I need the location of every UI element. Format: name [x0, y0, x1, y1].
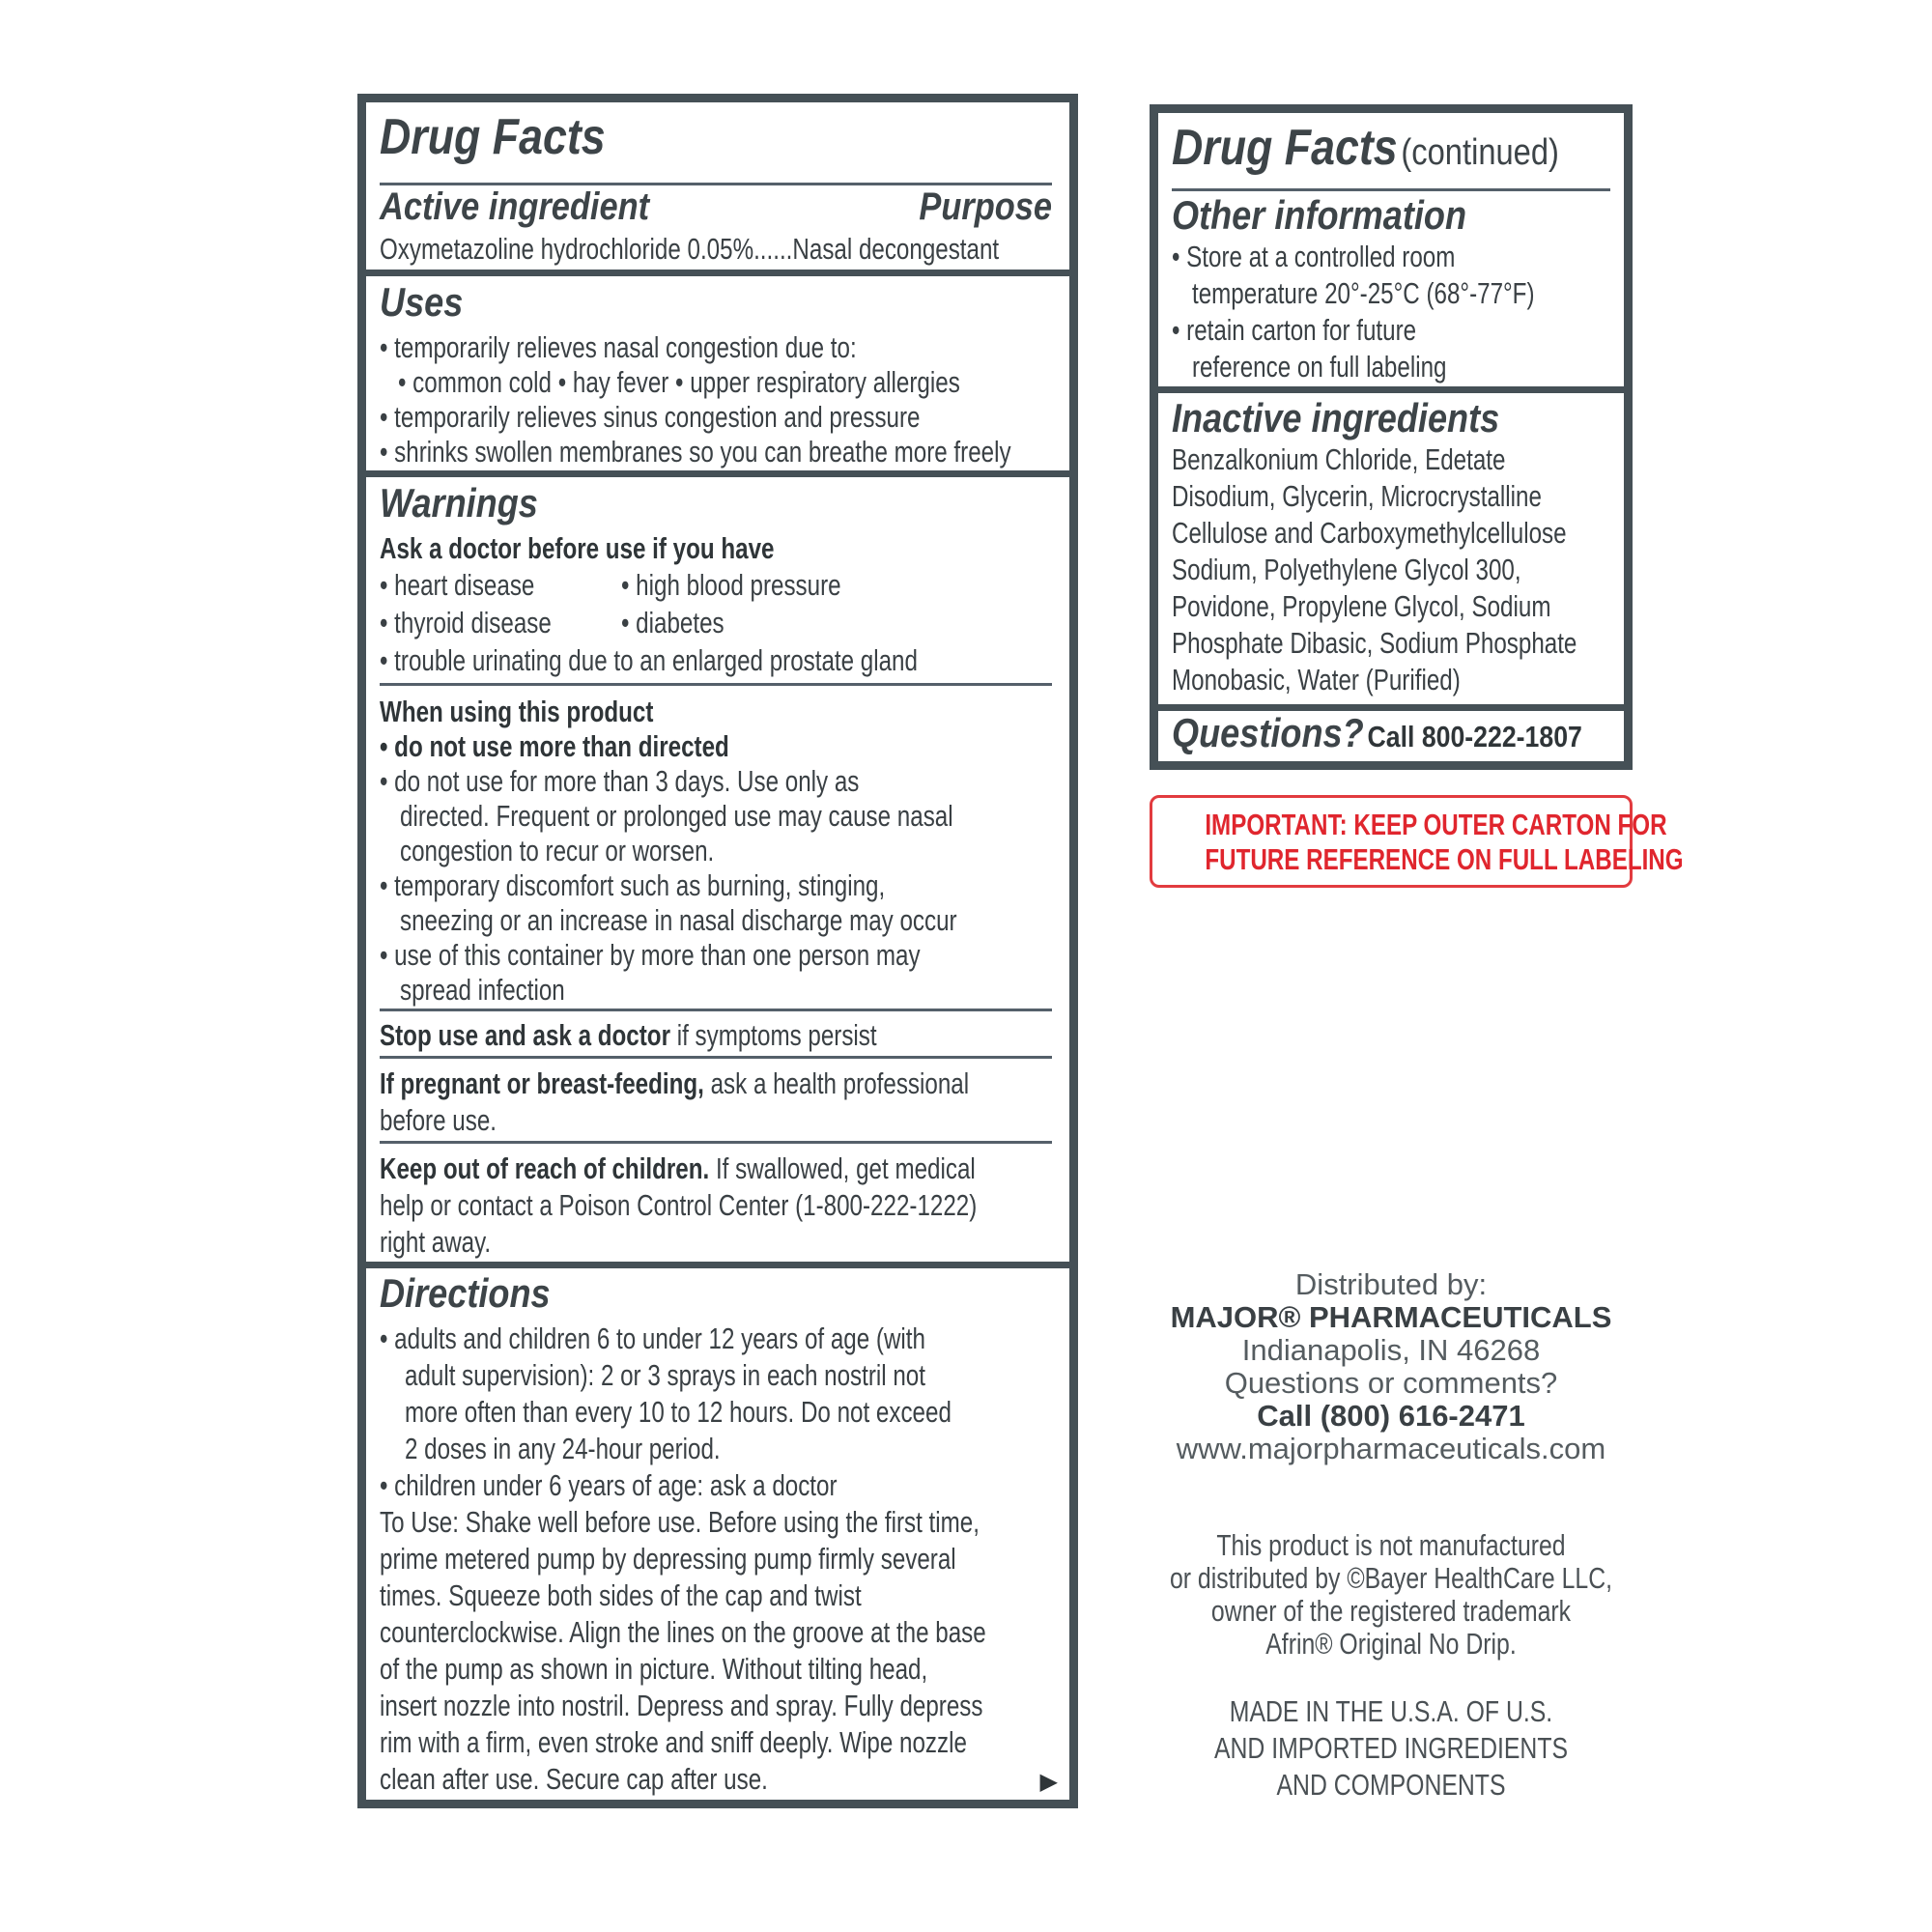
inactive-line: Cellulose and Carboxymethylcellulose	[1172, 516, 1567, 550]
when-using-item: congestion to recur or worsen.	[400, 834, 715, 867]
disclaimer-line: Afrin® Original No Drip.	[1265, 1627, 1517, 1661]
inactive-ingredients-heading: Inactive ingredients	[1172, 395, 1500, 440]
when-using-item: • temporary discomfort such as burning, stinging,	[380, 868, 886, 902]
warnings-divider	[380, 1141, 1052, 1144]
uses-line: • common cold • hay fever • upper respiratory allergies	[398, 365, 960, 399]
stop-use-bold: Stop use and ask a doctor	[380, 1018, 670, 1052]
condition-item: • thyroid disease	[380, 606, 552, 639]
keep-out-rest: If swallowed, get medical	[709, 1151, 976, 1185]
when-using-item: • use of this container by more than one person may	[380, 938, 921, 972]
to-use-line: rim with a firm, even stroke and sniff deeply. Wipe nozzle	[380, 1725, 967, 1759]
pregnant-line	[380, 1066, 969, 1101]
to-use-line: of the pump as shown in picture. Without tilting head,	[380, 1652, 928, 1686]
condition-item: • diabetes	[621, 606, 724, 639]
when-using-item: • do not use more than directed	[380, 729, 729, 763]
warnings-divider	[380, 1056, 1052, 1059]
when-using-item: spread infection	[400, 973, 565, 1007]
when-using-item: sneezing or an increase in nasal discharge may occur	[400, 903, 957, 937]
section-divider	[366, 1262, 1069, 1268]
other-info-line: reference on full labeling	[1192, 350, 1447, 384]
disclaimer-line: or distributed by ©Bayer HealthCare LLC,	[1169, 1561, 1612, 1595]
inactive-line: Sodium, Polyethylene Glycol 300,	[1172, 553, 1521, 586]
directions-heading: Directions	[380, 1270, 551, 1316]
to-use-line: times. Squeeze both sides of the cap and twist	[380, 1578, 862, 1612]
title-divider	[1172, 188, 1610, 191]
made-in-line: AND IMPORTED INGREDIENTS	[1213, 1731, 1569, 1765]
uses-line: • shrinks swollen membranes so you can breathe more freely	[380, 435, 1011, 469]
warnings-divider	[380, 1009, 1052, 1011]
when-using-item: directed. Frequent or prolonged use may cause nasal	[400, 799, 953, 833]
when-using-item: • do not use for more than 3 days. Use only as	[380, 764, 860, 798]
distributor-label: Distributed by:	[1294, 1267, 1488, 1301]
when-using-heading: When using this product	[380, 695, 654, 728]
directions-line: • adults and children 6 to under 12 years of age (with	[380, 1321, 925, 1355]
purpose-heading: Purpose	[919, 185, 1052, 228]
distributor-questions: Questions or comments?	[1224, 1366, 1558, 1400]
uses-line: • temporarily relieves sinus congestion and pressure	[380, 400, 921, 434]
directions-line: more often than every 10 to 12 hours. Do not exceed	[405, 1395, 952, 1429]
keep-out-line-2: help or contact a Poison Control Center (1-800-222-1222)	[380, 1188, 978, 1222]
pregnant-line-2: before use.	[380, 1103, 497, 1137]
to-use-line: insert nozzle into nostril. Depress and spray. Fully depress	[380, 1689, 983, 1722]
pregnant-rest: ask a health professional	[703, 1066, 970, 1100]
keep-out-line	[380, 1151, 976, 1186]
uses-heading: Uses	[380, 279, 464, 325]
directions-line: adult supervision): 2 or 3 sprays in each nostril not	[405, 1358, 925, 1392]
warnings-heading: Warnings	[380, 480, 538, 526]
leader-dots: ......	[753, 232, 793, 266]
continue-arrow-icon: ▶	[1039, 1769, 1058, 1795]
directions-line: • children under 6 years of age: ask a doctor	[380, 1468, 838, 1502]
keep-out-line-3: right away.	[380, 1225, 492, 1259]
pregnant-bold: If pregnant or breast-feeding,	[380, 1066, 704, 1100]
distributor-name: MAJOR® PHARMACEUTICALS	[1170, 1300, 1612, 1334]
section-divider	[1158, 386, 1624, 393]
condition-item: • heart disease	[380, 568, 535, 602]
continued-title-line	[1172, 119, 1559, 177]
important-notice-box	[1150, 795, 1684, 888]
stop-use-line	[380, 1018, 877, 1053]
to-use-line: counterclockwise. Align the lines on the groove at the base	[380, 1615, 986, 1649]
questions-heading: Questions?	[1172, 710, 1364, 755]
distributor-phone: Call (800) 616-2471	[1257, 1399, 1525, 1433]
condition-item: • high blood pressure	[621, 568, 841, 602]
other-info-heading: Other information	[1172, 192, 1467, 238]
active-ingredient-name: Oxymetazoline hydrochloride 0.05%	[380, 232, 754, 266]
distributor-website: www.majorpharmaceuticals.com	[1176, 1432, 1606, 1465]
drug-facts-title: Drug Facts	[380, 109, 606, 165]
drug-facts-panel	[357, 94, 1078, 1808]
purpose-value: Nasal decongestant	[792, 232, 1000, 266]
section-divider	[366, 470, 1069, 477]
inactive-line: Disodium, Glycerin, Microcrystalline	[1172, 479, 1542, 513]
important-line: FUTURE REFERENCE ON FULL LABELING	[1205, 842, 1684, 876]
disclaimer-line: owner of the registered trademark	[1210, 1594, 1572, 1628]
continued-title: Drug Facts	[1172, 120, 1398, 176]
section-divider	[366, 270, 1069, 276]
to-use-line: To Use: Shake well before use. Before using the first time,	[380, 1505, 980, 1539]
keep-out-bold: Keep out of reach of children.	[380, 1151, 710, 1185]
drug-facts-continued-panel	[1150, 104, 1633, 770]
questions-line	[1172, 710, 1582, 756]
other-info-line: • Store at a controlled room	[1172, 240, 1456, 273]
active-ingredient-line	[380, 232, 999, 267]
made-in-line: MADE IN THE U.S.A. OF U.S.	[1229, 1694, 1553, 1728]
continued-suffix: (continued)	[1401, 132, 1559, 173]
made-in-line: AND COMPONENTS	[1276, 1768, 1506, 1802]
inactive-line: Benzalkonium Chloride, Edetate	[1172, 442, 1506, 476]
inactive-line: Phosphate Dibasic, Sodium Phosphate	[1172, 626, 1577, 660]
disclaimer-line: This product is not manufactured	[1216, 1528, 1566, 1562]
other-info-line: • retain carton for future	[1172, 313, 1417, 347]
inactive-line: Monobasic, Water (Purified)	[1172, 663, 1461, 696]
stop-use-rest: if symptoms persist	[669, 1018, 877, 1052]
to-use-line: prime metered pump by depressing pump firmly several	[380, 1542, 956, 1576]
inactive-line: Povidone, Propylene Glycol, Sodium	[1172, 589, 1551, 623]
ask-doctor-heading: Ask a doctor before use if you have	[380, 531, 775, 565]
to-use-line: clean after use. Secure cap after use.	[380, 1762, 768, 1796]
uses-line: • temporarily relieves nasal congestion due to:	[380, 330, 857, 364]
warnings-divider	[380, 683, 1052, 686]
distributor-address: Indianapolis, IN 46268	[1241, 1333, 1541, 1367]
questions-phone: Call 800-222-1807	[1367, 720, 1582, 753]
important-line: IMPORTANT: KEEP OUTER CARTON FOR	[1205, 808, 1667, 841]
other-info-line: temperature 20°-25°C (68°-77°F)	[1192, 276, 1535, 310]
condition-item: • trouble urinating due to an enlarged prostate gland	[380, 643, 918, 677]
active-ingredient-heading: Active ingredient	[380, 185, 650, 228]
directions-line: 2 doses in any 24-hour period.	[405, 1432, 721, 1465]
